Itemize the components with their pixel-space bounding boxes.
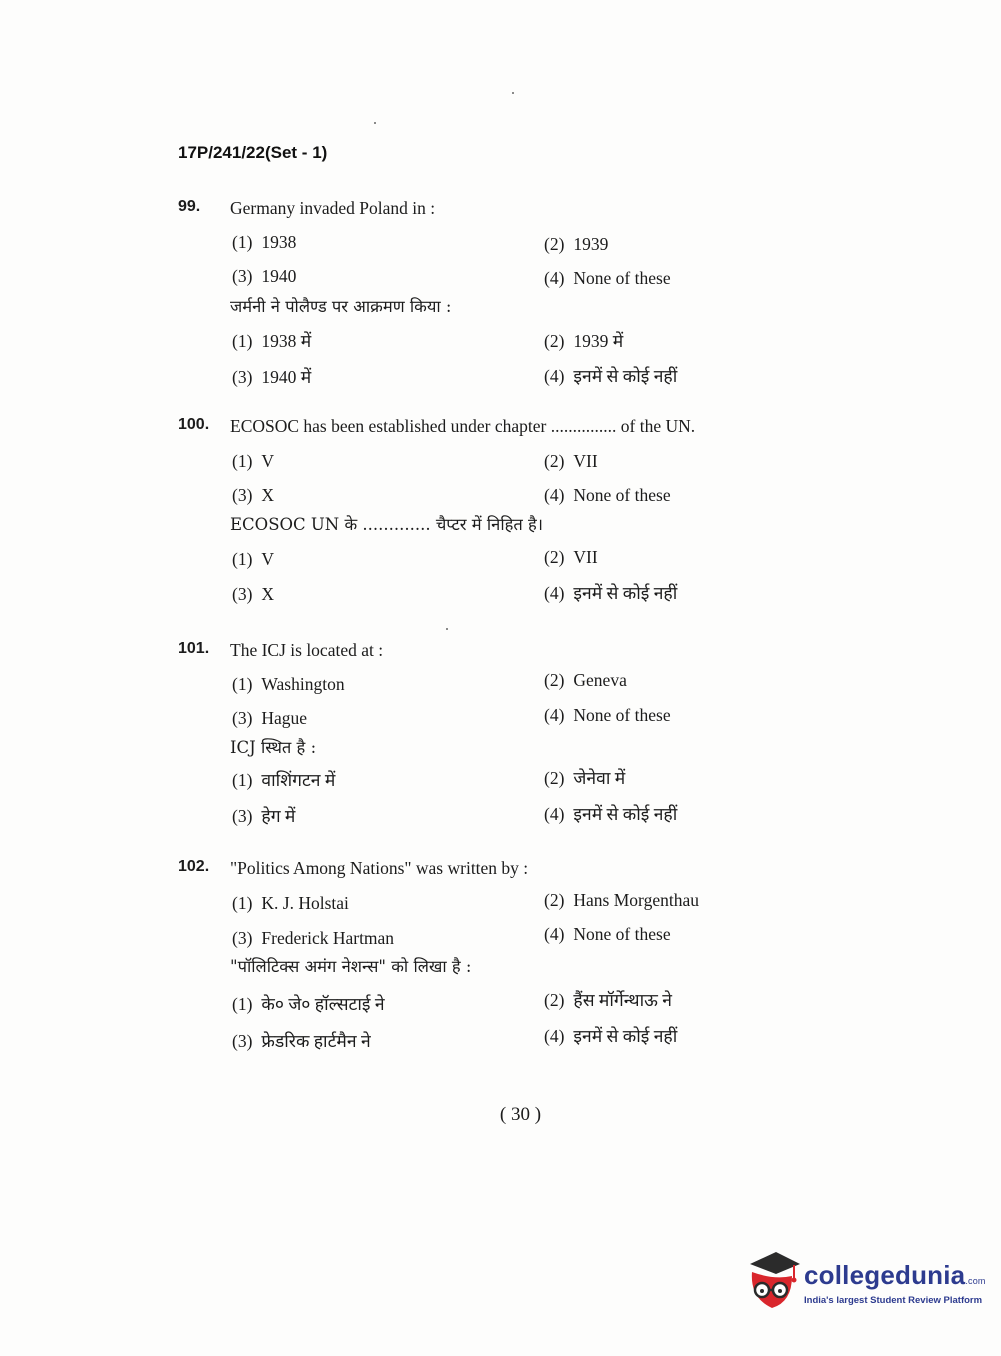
- hindi-option-2: (2) जेनेवा में: [544, 768, 626, 788]
- question-text-hindi: ECOSOC UN के ............. चैप्टर में निहित है।: [230, 515, 544, 534]
- option-3: (3) 1940: [232, 266, 297, 286]
- question-text: "Politics Among Nations" was written by :: [230, 858, 529, 878]
- logo-tagline: India's largest Student Review Platform: [804, 1295, 983, 1306]
- option-3: (3) X: [232, 485, 275, 505]
- option-4: (4) None of these: [544, 705, 671, 725]
- hindi-option-1: (1) V: [232, 549, 275, 569]
- hindi-option-2: (2) 1939 में: [544, 331, 624, 351]
- hindi-option-3: (3) फ्रेडरिक हार्टमैन ने: [232, 1031, 371, 1051]
- scan-speck: [512, 92, 514, 94]
- question-text-hindi: जर्मनी ने पोलैण्ड पर आक्रमण किया :: [230, 297, 452, 316]
- question-text-hindi: "पॉलिटिक्स अमंग नेशन्स" को लिखा है :: [230, 957, 472, 976]
- option-2: (2) Hans Morgenthau: [544, 890, 699, 910]
- question-text: The ICJ is located at :: [230, 640, 384, 660]
- hindi-option-3: (3) X: [232, 584, 275, 604]
- option-4: (4) None of these: [544, 268, 671, 288]
- student-mascot-icon: [742, 1250, 802, 1316]
- hindi-option-3: (3) हेग में: [232, 806, 296, 826]
- option-3: (3) Hague: [232, 708, 308, 728]
- option-1: (1) K. J. Holstai: [232, 893, 349, 913]
- option-4: (4) None of these: [544, 485, 671, 505]
- question-text: Germany invaded Poland in :: [230, 198, 436, 218]
- option-1: (1) V: [232, 451, 275, 471]
- question-number: 102.: [178, 858, 210, 875]
- question-number: 100.: [178, 416, 210, 433]
- hindi-option-2: (2) हैंस मॉर्गेन्थाऊ ने: [544, 990, 672, 1010]
- option-2: (2) Geneva: [544, 670, 627, 690]
- scan-speck: [374, 122, 376, 124]
- option-2: (2) 1939: [544, 234, 609, 254]
- hindi-option-4: (4) इनमें से कोई नहीं: [544, 583, 678, 603]
- paper-code-header: 17P/241/22(Set - 1): [178, 143, 328, 162]
- hindi-option-1: (1) वाशिंगटन में: [232, 770, 336, 790]
- hindi-option-4: (4) इनमें से कोई नहीं: [544, 1026, 678, 1046]
- hindi-option-3: (3) 1940 में: [232, 367, 312, 387]
- question-text-hindi: ICJ स्थित है :: [230, 738, 317, 757]
- option-3: (3) Frederick Hartman: [232, 928, 395, 948]
- page-number: ( 30 ): [499, 1104, 542, 1125]
- option-1: (1) Washington: [232, 674, 345, 694]
- scan-speck: [446, 628, 448, 630]
- option-1: (1) 1938: [232, 232, 297, 252]
- question-number: 99.: [178, 198, 201, 215]
- option-4: (4) None of these: [544, 924, 671, 944]
- hindi-option-4: (4) इनमें से कोई नहीं: [544, 804, 678, 824]
- question-text: ECOSOC has been established under chapter ............... of the UN.: [230, 416, 696, 436]
- hindi-option-1: (1) के० जे० हॉल्सटाई ने: [232, 994, 385, 1014]
- question-number: 101.: [178, 640, 210, 657]
- hindi-option-1: (1) 1938 में: [232, 331, 312, 351]
- hindi-option-4: (4) इनमें से कोई नहीं: [544, 366, 678, 386]
- logo-wordmark: collegedunia.com: [804, 1260, 986, 1290]
- hindi-option-2: (2) VII: [544, 547, 598, 567]
- collegedunia-logo[interactable]: [742, 1250, 986, 1320]
- option-2: (2) VII: [544, 451, 598, 471]
